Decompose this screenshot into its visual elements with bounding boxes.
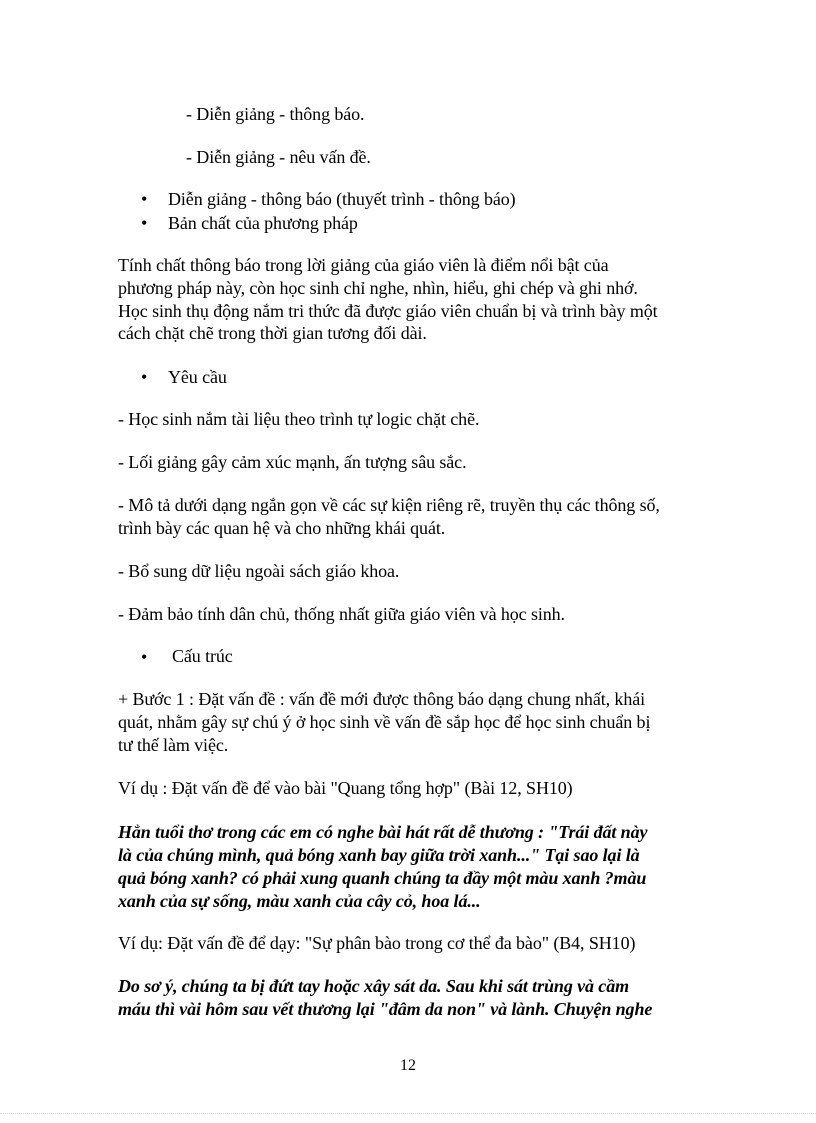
paragraph-line: Học sinh thụ động nắm tri thức đã được giáo viên chuẩn bị và trình bày một: [118, 301, 658, 321]
bullet-lecture-method: Diễn giảng - thông báo (thuyết trình - thông báo): [168, 189, 516, 209]
requirement-item: - Đảm bảo tính dân chủ, thống nhất giữa giáo viên và học sinh.: [118, 604, 565, 624]
bullet-icon: •: [141, 367, 148, 387]
example-quote-line: Do sơ ý, chúng ta bị đứt tay hoặc xây sát da. Sau khi sát trùng và cầm: [118, 976, 629, 996]
requirement-item: - Học sinh nắm tài liệu theo trình tự logic chặt chẽ.: [118, 409, 480, 429]
example-quote-line: là của chúng mình, quả bóng xanh bay giữa trời xanh..." Tại sao lại là: [118, 845, 640, 865]
example-heading: Ví dụ: Đặt vấn đề để dạy: "Sự phân bào trong cơ thể đa bào" (B4, SH10): [118, 933, 636, 953]
paragraph-line: cách chặt chẽ trong thời gian tương đối dài.: [118, 323, 427, 343]
step-line: quát, nhằm gây sự chú ý ở học sinh về vấn đề sắp học để học sinh chuẩn bị: [118, 712, 651, 732]
step-line: + Bước 1 : Đặt vấn đề : vấn đề mới được thông báo dạng chung nhất, khái: [118, 689, 646, 709]
bullet-icon: •: [141, 647, 148, 667]
example-heading: Ví dụ : Đặt vấn đề để vào bài "Quang tổng hợp" (Bài 12, SH10): [118, 778, 573, 798]
requirement-item: - Bổ sung dữ liệu ngoài sách giáo khoa.: [118, 561, 400, 581]
bullet-requirements-heading: Yêu cầu: [168, 367, 227, 387]
page-number: 12: [400, 1057, 416, 1074]
requirement-item-cont: trình bày các quan hệ và cho những khái quát.: [118, 518, 446, 538]
bullet-nature-heading: Bản chất của phương pháp: [168, 213, 358, 233]
example-quote-line: xanh của sự sống, màu xanh của cây cỏ, hoa lá...: [118, 891, 481, 911]
example-quote-line: Hẳn tuổi thơ trong các em có nghe bài hát rất dễ thương : "Trái đất này: [118, 822, 648, 842]
paragraph-line: Tính chất thông báo trong lời giảng của giáo viên là điểm nổi bật của: [118, 255, 609, 275]
list-item-lecture-inform: - Diễn giảng - thông báo.: [186, 104, 365, 124]
bullet-icon: •: [141, 189, 148, 209]
page-bottom-divider: [0, 1113, 816, 1114]
requirement-item: - Mô tả dưới dạng ngắn gọn về các sự kiện riêng rẽ, truyền thụ các thông số,: [118, 495, 660, 515]
requirement-item: - Lối giảng gây cảm xúc mạnh, ấn tượng sâu sắc.: [118, 452, 467, 472]
paragraph-line: phương pháp này, còn học sinh chỉ nghe, nhìn, hiểu, ghi chép và ghi nhớ.: [118, 278, 638, 298]
bullet-structure-heading: Cấu trúc: [172, 646, 233, 666]
example-quote-line: máu thì vài hôm sau vết thương lại "đâm da non" và lành. Chuyện nghe: [118, 999, 653, 1019]
step-line: tư thế làm việc.: [118, 735, 229, 755]
example-quote-line: quả bóng xanh? có phải xung quanh chúng ta đầy một màu xanh ?màu: [118, 868, 647, 888]
bullet-icon: •: [141, 213, 148, 233]
list-item-lecture-problem: - Diễn giảng - nêu vấn đề.: [186, 147, 371, 167]
